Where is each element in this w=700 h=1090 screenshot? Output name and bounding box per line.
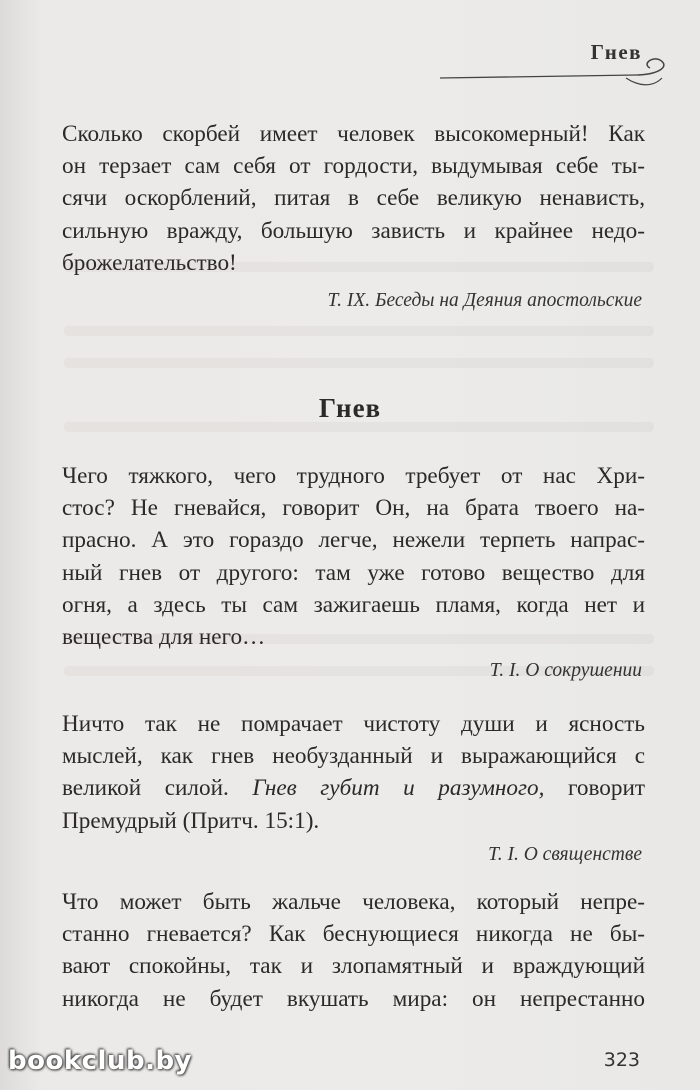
citation: Т. IX. Беседы на Деяния апостольские: [327, 290, 642, 311]
text-line: [62, 772, 645, 804]
text-line: мыслей, как гнев необузданный и выражающийся с: [62, 743, 645, 770]
text-line: Что может быть жальче человека, который непре-: [62, 889, 645, 915]
text-line: сячи оскорблений, питая в себе великую ненависть,: [62, 185, 645, 212]
paragraph: [62, 460, 645, 653]
paragraph: [62, 886, 645, 1015]
text-line: ный гнев от другого: там уже готово вещество для: [62, 559, 645, 586]
text-line: станно гневается? Как беснующиеся никогда не бы-: [62, 921, 645, 948]
text-line: прасно. А это гораздо легче, нежели терпеть напрас-: [62, 527, 645, 554]
text-line: Чего тяжкого, чего трудного требует от нас Хри-: [62, 463, 645, 489]
text-line: Премудрый (Притч. 15:1).: [62, 807, 320, 834]
text-line: огня, а здесь ты сам зажигаешь пламя, когда нет и: [62, 591, 645, 618]
text-fragment: великой силой.: [62, 775, 253, 802]
citation: Т. I. О сокрушении: [489, 660, 642, 681]
text-line: он терзает сам себя от гордости, выдумывая себе ты-: [62, 153, 645, 180]
page-number: 323: [603, 1049, 640, 1071]
running-head-title: Гнев: [590, 40, 642, 64]
text-line: никогда не будет вкушать мира: он непрестанно: [62, 985, 645, 1012]
citation: Т. I. О священстве: [488, 844, 642, 865]
text-line: Ничто так не помрачает чистоту души и ясность: [62, 711, 645, 737]
text-fragment: говорит: [544, 775, 645, 802]
watermark: bookclub.by: [8, 1046, 193, 1076]
paragraph: [62, 118, 645, 279]
text-line: вещества для него…: [62, 624, 266, 651]
text-line: сильную вражду, большую зависть и крайнее недо-: [62, 217, 645, 244]
text-line: Сколько скорбей имеет человек высокомерный! Как: [62, 121, 645, 147]
text-line: вают спокойны, так и злопамятный и враждующий: [62, 953, 645, 980]
scripture-quote: Гнев губит и разумного,: [252, 775, 545, 802]
paragraph: [62, 708, 645, 837]
show-through: [64, 358, 654, 368]
header-flourish: [438, 52, 678, 96]
text-line: брожелательство!: [62, 249, 237, 276]
show-through: [64, 326, 654, 336]
text-line: стос? Не гневайся, говорит Он, на брата твоего на-: [62, 495, 645, 522]
section-title: Гнев: [318, 393, 382, 423]
